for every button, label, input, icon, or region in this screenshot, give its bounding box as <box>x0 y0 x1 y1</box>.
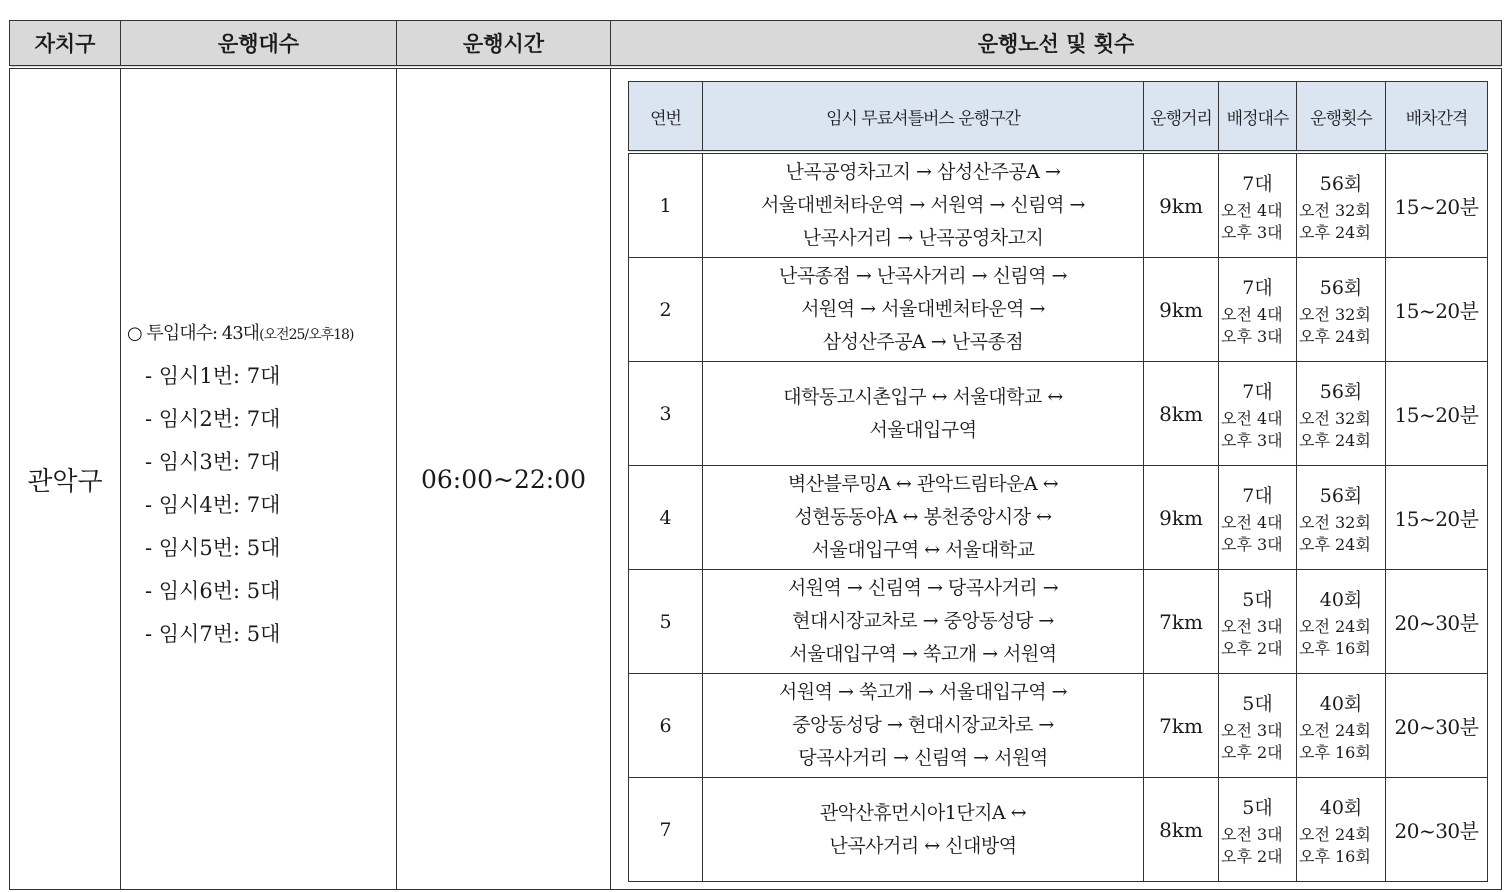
buses-pm: 오후 2대 <box>1221 638 1283 658</box>
route-row <box>629 258 1488 362</box>
route-count-item: - 임시7번: 5대 <box>145 622 281 646</box>
run-count <box>1297 362 1386 466</box>
route-path <box>703 258 1144 362</box>
dispatch-interval: 15~20분 <box>1386 466 1488 570</box>
runs-pm: 오후 24회 <box>1299 326 1371 346</box>
route-line: 서울대벤처타운역 → 서원역 → 신림역 → <box>761 194 1085 216</box>
run-count <box>1297 466 1386 570</box>
runs-total: 40회 <box>1319 588 1363 611</box>
runs-total: 40회 <box>1319 692 1363 715</box>
dispatch-interval: 20~30분 <box>1386 778 1488 882</box>
runs-pm: 오후 16회 <box>1299 846 1371 866</box>
assigned-buses <box>1219 466 1297 570</box>
header-time: 운행시간 <box>397 21 611 68</box>
run-count <box>1297 570 1386 674</box>
runs-am: 오전 24회 <box>1299 824 1371 844</box>
route-distance: 8km <box>1144 362 1219 466</box>
route-no: 4 <box>629 466 703 570</box>
header-gu: 자치구 <box>10 21 121 68</box>
assigned-buses <box>1219 674 1297 778</box>
runs-pm: 오후 24회 <box>1299 430 1371 450</box>
dispatch-interval: 20~30분 <box>1386 674 1488 778</box>
total-buses <box>127 319 396 345</box>
route-row <box>629 570 1488 674</box>
total-label: ○ 투입대수: 43대 <box>127 323 260 344</box>
route-path <box>703 674 1144 778</box>
header-row <box>10 21 1502 68</box>
assigned-buses <box>1219 362 1297 466</box>
run-count <box>1297 674 1386 778</box>
assigned-buses <box>1219 258 1297 362</box>
run-count <box>1297 778 1386 882</box>
routes-header-distance: 운행거리 <box>1144 82 1219 153</box>
runs-pm: 오후 16회 <box>1299 742 1371 762</box>
routes-header-route: 임시 무료셔틀버스 운행구간 <box>703 82 1144 153</box>
route-distance: 8km <box>1144 778 1219 882</box>
route-line: 서원역 → 쑥고개 → 서울대입구역 → <box>778 681 1068 703</box>
dispatch-interval: 15~20분 <box>1386 152 1488 258</box>
route-line: 당곡사거리 → 신림역 → 서원역 <box>798 747 1048 769</box>
runs-pm: 오후 24회 <box>1299 534 1371 554</box>
dispatch-interval: 15~20분 <box>1386 258 1488 362</box>
route-path <box>703 570 1144 674</box>
buses-am: 오전 3대 <box>1221 824 1283 844</box>
routes-header-runs: 운행횟수 <box>1297 82 1386 153</box>
buses-total: 7대 <box>1242 276 1273 299</box>
routes-body <box>629 152 1488 882</box>
route-line: 난곡사거리 → 난곡공영차고지 <box>802 227 1044 249</box>
runs-am: 오전 32회 <box>1299 200 1371 220</box>
buses-total: 5대 <box>1242 692 1273 715</box>
buses-pm: 오후 3대 <box>1221 326 1283 346</box>
route-path <box>703 466 1144 570</box>
runs-am: 오전 32회 <box>1299 512 1371 532</box>
header-routes: 운행노선 및 횟수 <box>611 21 1502 68</box>
route-no: 3 <box>629 362 703 466</box>
route-line: 중앙동성당 → 현대시장교차로 → <box>792 714 1054 736</box>
routes-cell <box>611 67 1502 890</box>
buses-pm: 오후 2대 <box>1221 742 1283 762</box>
route-row <box>629 152 1488 258</box>
route-path <box>703 778 1144 882</box>
route-no: 6 <box>629 674 703 778</box>
route-no: 2 <box>629 258 703 362</box>
routes-table <box>628 81 1488 882</box>
runs-total: 56회 <box>1319 380 1363 403</box>
assigned-buses <box>1219 152 1297 258</box>
district-name: 관악구 <box>10 67 121 890</box>
buses-pm: 오후 2대 <box>1221 846 1283 866</box>
assigned-buses <box>1219 778 1297 882</box>
total-note: (오전25/오후18) <box>259 327 354 343</box>
route-path <box>703 362 1144 466</box>
route-count-item: - 임시4번: 7대 <box>145 493 281 517</box>
runs-am: 오전 24회 <box>1299 720 1371 740</box>
buses-total: 7대 <box>1242 380 1273 403</box>
buses-pm: 오후 3대 <box>1221 534 1283 554</box>
buses-am: 오전 4대 <box>1221 200 1283 220</box>
runs-pm: 오후 16회 <box>1299 638 1371 658</box>
runs-total: 40회 <box>1319 796 1363 819</box>
buses-am: 오전 3대 <box>1221 720 1283 740</box>
buses-total: 5대 <box>1242 588 1273 611</box>
route-distance: 7km <box>1144 674 1219 778</box>
route-row <box>629 778 1488 882</box>
buses-am: 오전 4대 <box>1221 512 1283 532</box>
routes-header-no: 연번 <box>629 82 703 153</box>
buses-total: 5대 <box>1242 796 1273 819</box>
body-row <box>10 67 1502 890</box>
buses-total: 7대 <box>1242 172 1273 195</box>
route-line: 난곡사거리 ↔ 신대방역 <box>829 834 1017 857</box>
route-row <box>629 674 1488 778</box>
route-count-item: - 임시2번: 7대 <box>145 407 281 431</box>
route-line: 현대시장교차로 → 중앙동성당 → <box>792 610 1054 632</box>
route-line: 삼성산주공A → 난곡종점 <box>822 331 1024 353</box>
header-count: 운행대수 <box>121 21 397 68</box>
runs-pm: 오후 24회 <box>1299 222 1371 242</box>
route-count-item: - 임시3번: 7대 <box>145 450 281 474</box>
assigned-buses <box>1219 570 1297 674</box>
bus-count-cell <box>121 67 397 890</box>
shuttle-bus-table <box>9 20 1502 890</box>
route-no: 1 <box>629 152 703 258</box>
runs-am: 오전 24회 <box>1299 616 1371 636</box>
dispatch-interval: 20~30분 <box>1386 570 1488 674</box>
buses-am: 오전 3대 <box>1221 616 1283 636</box>
route-line: 성현동동아A ↔ 봉천중앙시장 ↔ <box>794 506 1052 528</box>
operating-hours: 06:00~22:00 <box>397 67 611 890</box>
route-count-item: - 임시5번: 5대 <box>145 536 281 560</box>
buses-am: 오전 4대 <box>1221 304 1283 324</box>
route-line: 관악산휴먼시아1단지A ↔ <box>819 801 1027 824</box>
routes-header-buses: 배정대수 <box>1219 82 1297 153</box>
route-row <box>629 362 1488 466</box>
route-line: 난곡공영차고지 → 삼성산주공A → <box>785 161 1061 183</box>
buses-total: 7대 <box>1242 484 1273 507</box>
route-distance: 9km <box>1144 466 1219 570</box>
route-distance: 9km <box>1144 258 1219 362</box>
route-no: 7 <box>629 778 703 882</box>
routes-header-interval: 배차간격 <box>1386 82 1488 153</box>
route-distance: 7km <box>1144 570 1219 674</box>
route-count-item: - 임시1번: 7대 <box>145 364 281 388</box>
route-line: 서울대입구역 ↔ 서울대학교 <box>811 539 1035 561</box>
run-count <box>1297 152 1386 258</box>
buses-pm: 오후 3대 <box>1221 222 1283 242</box>
runs-total: 56회 <box>1319 172 1363 195</box>
runs-total: 56회 <box>1319 276 1363 299</box>
route-row <box>629 466 1488 570</box>
dispatch-interval: 15~20분 <box>1386 362 1488 466</box>
route-count-item: - 임시6번: 5대 <box>145 579 281 603</box>
buses-am: 오전 4대 <box>1221 408 1283 428</box>
routes-header-row <box>629 82 1488 153</box>
route-distance: 9km <box>1144 152 1219 258</box>
route-line: 서원역 → 서울대벤처타운역 → <box>801 298 1045 320</box>
route-line: 서울대입구역 <box>869 418 977 441</box>
runs-am: 오전 32회 <box>1299 304 1371 324</box>
runs-total: 56회 <box>1319 484 1363 507</box>
route-path <box>703 152 1144 258</box>
run-count <box>1297 258 1386 362</box>
route-no: 5 <box>629 570 703 674</box>
route-line: 벽산블루밍A ↔ 관악드림타운A ↔ <box>787 473 1059 495</box>
route-line: 대학동고시촌입구 ↔ 서울대학교 ↔ <box>783 385 1063 408</box>
route-line: 서울대입구역 → 쑥고개 → 서원역 <box>789 643 1057 665</box>
route-line: 난곡종점 → 난곡사거리 → 신림역 → <box>778 265 1068 287</box>
runs-am: 오전 32회 <box>1299 408 1371 428</box>
route-line: 서원역 → 신림역 → 당곡사거리 → <box>787 577 1059 599</box>
buses-pm: 오후 3대 <box>1221 430 1283 450</box>
